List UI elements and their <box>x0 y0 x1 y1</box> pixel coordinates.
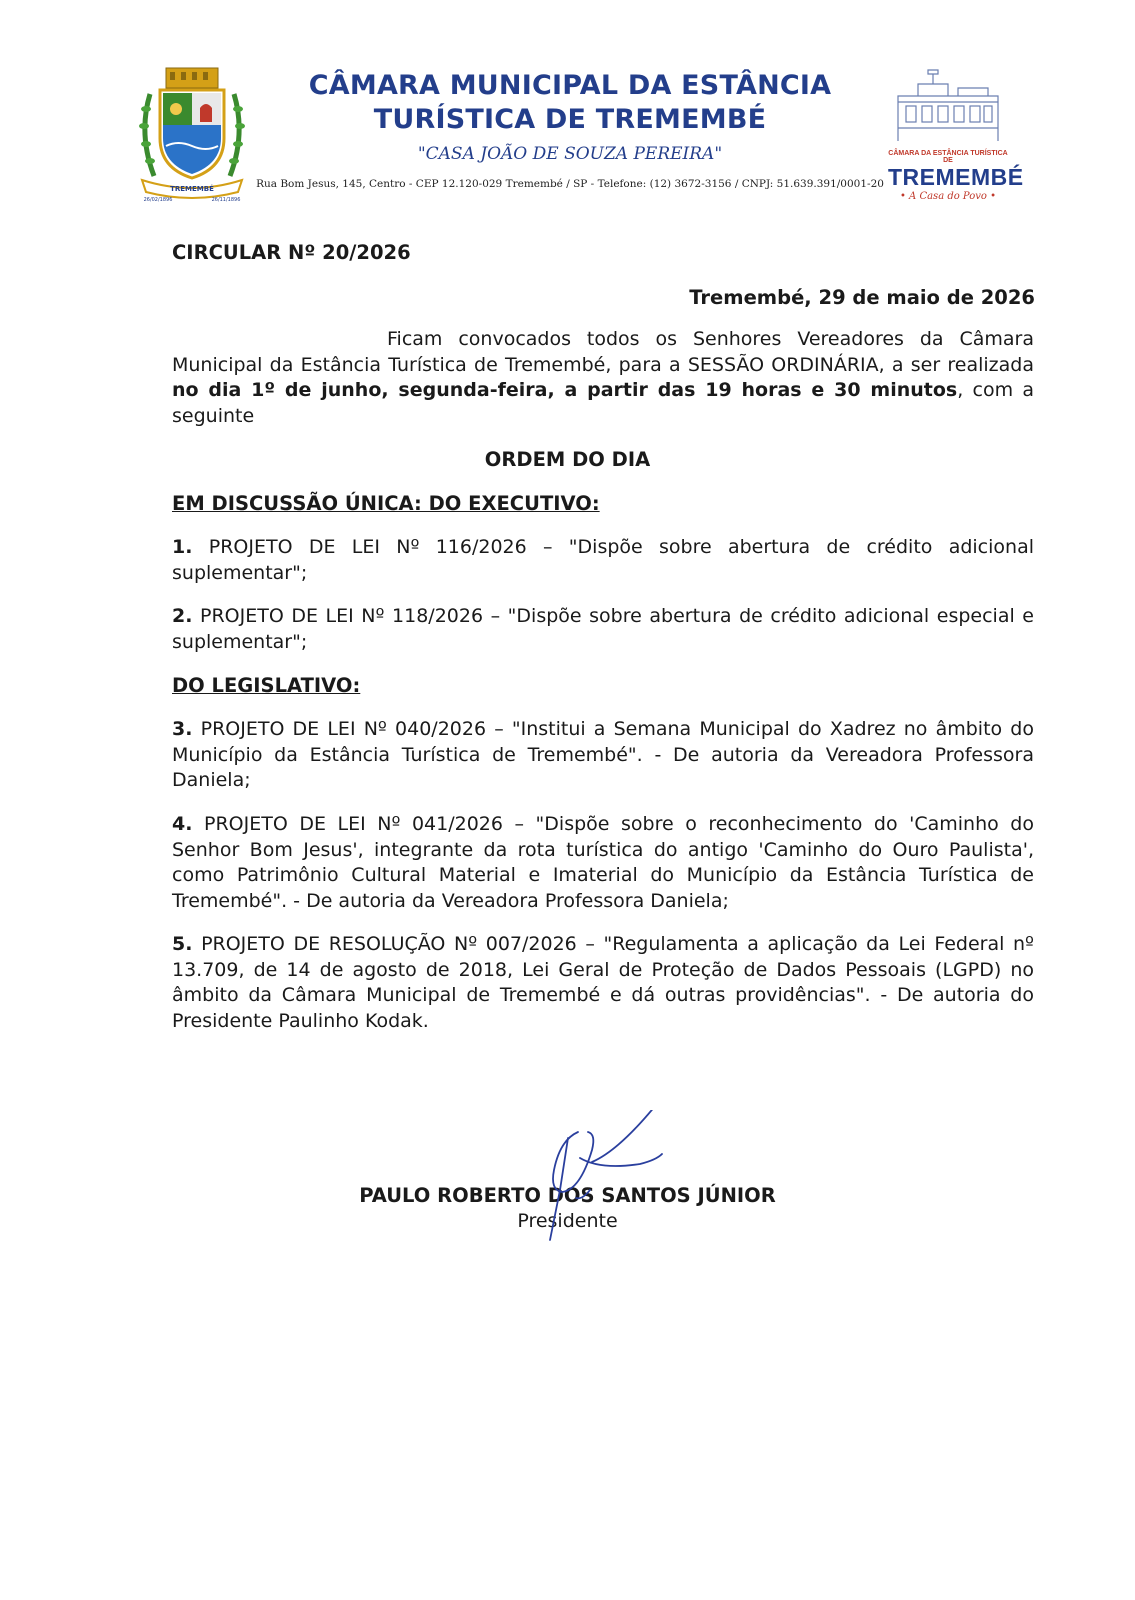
handwritten-signature <box>520 1110 680 1270</box>
intro-text-2: , com a seguinte <box>172 379 1034 427</box>
emblem-big-text: TREMEMBÉ <box>888 164 1024 190</box>
agenda-item-number: 3. <box>172 718 193 740</box>
agenda-item <box>172 812 1034 914</box>
agenda-item-number: 5. <box>172 933 193 955</box>
circular-number: CIRCULAR Nº 20/2026 <box>172 241 411 264</box>
agenda-heading: ORDEM DO DIA <box>484 448 651 471</box>
agenda-item-text: PROJETO DE LEI Nº 118/2026 – "Dispõe sobre abertura de crédito adicional especial e suplementar"; <box>172 605 1034 653</box>
agenda-item-number: 4. <box>172 813 193 835</box>
agenda-item <box>172 717 1034 794</box>
chamber-address: Rua Bom Jesus, 145, Centro - CEP 12.120-029 Tremembé / SP - Telefone: (12) 3672-3156 / CNPJ: 51.639.391/0001-20 <box>256 178 884 190</box>
chamber-subtitle: "CASA JOÃO DE SOUZA PEREIRA" <box>417 144 723 164</box>
chamber-title-line1: CÂMARA MUNICIPAL DA ESTÂNCIA <box>308 70 832 101</box>
crest-date-left: 26/02/1896 <box>143 197 173 203</box>
document-date: Tremembé, 29 de maio de 2026 <box>689 286 1035 309</box>
agenda-item-text: PROJETO DE RESOLUÇÃO Nº 007/2026 – "Regulamenta a aplicação da Lei Federal nº 13.709, de 14 de agosto de 2018, Lei Geral de Proteção de Dados Pessoais (LGPD) no âmbito da Câmara Municipal de Tremembé e dá outras providências". - De autoria do Presidente Paulinho Kodak. <box>172 933 1034 1032</box>
crest-ribbon-text: TREMEMBÉ <box>170 185 214 193</box>
agenda-item <box>172 932 1034 1034</box>
agenda-item <box>172 535 1034 586</box>
section-legislative-heading: DO LEGISLATIVO: <box>172 674 361 697</box>
agenda-item-number: 1. <box>172 536 193 558</box>
crest-date-right: 26/11/1896 <box>211 197 241 203</box>
intro-text-1: Ficam convocados todos os Senhores Vereadores da Câmara Municipal da Estância Turística de Tremembé, para a SESSÃO ORDINÁRIA, a ser realizada <box>172 328 1034 376</box>
emblem-tagline: • A Casa do Povo • <box>899 191 997 202</box>
chamber-building-emblem <box>888 66 1024 202</box>
chamber-title-line2: TURÍSTICA DE TREMEMBÉ <box>373 104 767 135</box>
building-icon <box>888 66 1008 146</box>
signer-title: Presidente <box>517 1210 618 1232</box>
section-executive-heading: EM DISCUSSÃO ÚNICA: DO EXECUTIVO: <box>172 492 600 515</box>
emblem-small-text: CÂMARA DA ESTÂNCIA TURÍSTICA DE <box>888 150 1008 164</box>
agenda-item-text: PROJETO DE LEI Nº 041/2026 – "Dispõe sobre o reconhecimento do 'Caminho do Senhor Bom Jesus', integrante da rota turística do antigo 'Caminho do Ouro Paulista', como Patrimônio Cultural Material e Imaterial do Município da Estância Turística de Tremembé". - De autoria da Vereadora Professora Daniela; <box>172 813 1034 912</box>
convocation-paragraph <box>172 327 1034 429</box>
signer-name: PAULO ROBERTO DOS SANTOS JÚNIOR <box>359 1184 776 1207</box>
agenda-item-text: PROJETO DE LEI Nº 116/2026 – "Dispõe sobre abertura de crédito adicional suplementar"; <box>172 536 1034 584</box>
agenda-item-number: 2. <box>172 605 193 627</box>
agenda-item-text: PROJETO DE LEI Nº 040/2026 – "Institui a Semana Municipal do Xadrez no âmbito do Município da Estância Turística de Tremembé". - De autoria da Vereadora Professora Daniela; <box>172 718 1034 791</box>
agenda-item <box>172 604 1034 655</box>
intro-session-datetime: no dia 1º de junho, segunda-feira, a partir das 19 horas e 30 minutos <box>172 379 958 401</box>
